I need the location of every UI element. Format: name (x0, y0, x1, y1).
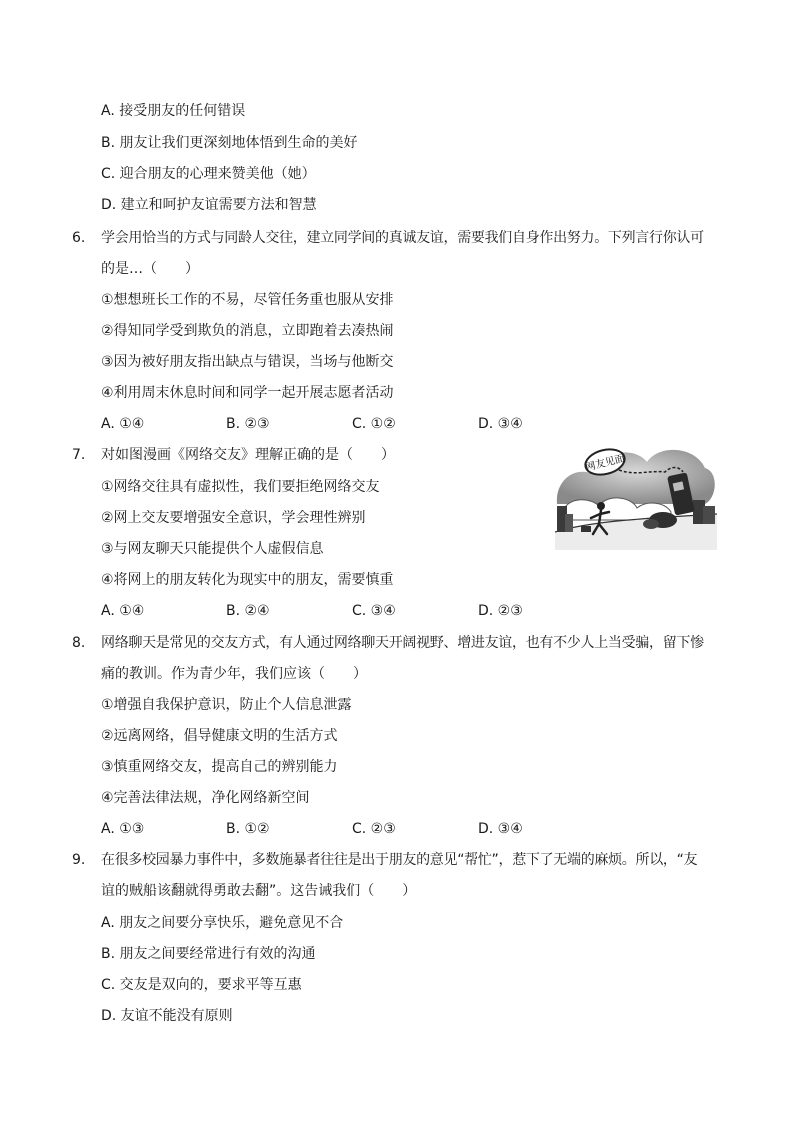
q8-item-2: ②远离网络，倡导健康文明的生活方式 (101, 728, 338, 744)
q7-choice-c: C. ③④ (352, 603, 396, 619)
q6-number: 6. (72, 230, 86, 246)
q6-stem-line2: 的是…（ ） (101, 261, 199, 277)
q8-choice-a: A. ①③ (101, 821, 145, 837)
q6-choice-a: A. ①④ (101, 416, 145, 432)
q6-item-4: ④利用周末休息时间和同学一起开展志愿者活动 (101, 385, 394, 401)
q9-option-b: B. 朋友之间要经常进行有效的沟通 (101, 946, 316, 962)
q7-number: 7. (72, 447, 86, 463)
q8-stem-line1: 网络聊天是常见的交友方式，有人通过网络聊天开阔视野、增进友谊，也有不少人上当受骗，留下惨 (101, 635, 704, 651)
q8-number: 8. (72, 635, 86, 651)
q7-cartoon-illustration (555, 440, 717, 550)
q8-choice-c: C. ②③ (352, 821, 396, 837)
q8-choices (101, 819, 701, 839)
q6-choice-d: D. ③④ (478, 416, 523, 432)
q8-choice-d: D. ③④ (478, 821, 523, 837)
q6-choice-c: C. ①② (352, 416, 396, 432)
q6-choice-b: B. ②③ (226, 416, 270, 432)
q6-item-2: ②得知同学受到欺负的消息，立即跑着去凑热闹 (101, 323, 394, 339)
q8-item-1: ①增强自我保护意识，防止个人信息泄露 (101, 697, 352, 713)
q6-choices (101, 414, 701, 434)
q5-option-c: C. 迎合朋友的心理来赞美他（她） (101, 166, 316, 182)
q9-stem-line1: 在很多校园暴力事件中，多数施暴者往往是出于朋友的意见“帮忙”，惹下了无端的麻烦。所以，“友 (101, 852, 698, 868)
q9-option-a: A. 朋友之间要分享快乐，避免意见不合 (101, 915, 344, 931)
q7-stem: 对如图漫画《网络交友》理解正确的是（ ） (101, 447, 395, 463)
q5-option-d: D. 建立和呵护友谊需要方法和智慧 (101, 197, 317, 213)
q6-stem-line1: 学会用恰当的方式与同龄人交往，建立同学间的真诚友谊，需要我们自身作出努力。下列言行你认可 (101, 230, 704, 246)
q7-choices (101, 601, 701, 621)
q8-item-4: ④完善法律法规，净化网络新空间 (101, 790, 310, 806)
q8-item-3: ③慎重网络交友，提高自己的辨别能力 (101, 759, 338, 775)
q5-option-b: B. 朋友让我们更深刻地体悟到生命的美好 (101, 135, 358, 151)
q7-item-2: ②网上交友要增强安全意识，学会理性辨别 (101, 510, 366, 526)
q7-item-4: ④将网上的朋友转化为现实中的朋友，需要慎重 (101, 572, 394, 588)
q7-item-1: ①网络交往具有虚拟性，我们要拒绝网络交友 (101, 479, 380, 495)
q8-choice-b: B. ①② (226, 821, 270, 837)
q7-cartoon-sign: 网友见面 (584, 453, 627, 474)
q8-stem-line2: 痛的教训。作为青少年，我们应该（ ） (101, 666, 367, 682)
q7-item-3: ③与网友聊天只能提供个人虚假信息 (101, 541, 324, 557)
q5-option-a: A. 接受朋友的任何错误 (101, 103, 246, 119)
q6-item-3: ③因为被好朋友指出缺点与错误，当场与他断交 (101, 354, 394, 370)
q6-item-1: ①想想班长工作的不易，尽管任务重也服从安排 (101, 292, 394, 308)
q9-number: 9. (72, 852, 86, 868)
q9-option-d: D. 友谊不能没有原则 (101, 1008, 233, 1024)
q9-option-c: C. 交友是双向的，要求平等互惠 (101, 977, 302, 993)
q7-choice-d: D. ②③ (478, 603, 523, 619)
q7-choice-b: B. ②④ (226, 603, 270, 619)
q9-stem-line2: 谊的贼船该翻就得勇敢去翻”。这告诫我们（ ） (101, 883, 417, 899)
q7-choice-a: A. ①④ (101, 603, 145, 619)
